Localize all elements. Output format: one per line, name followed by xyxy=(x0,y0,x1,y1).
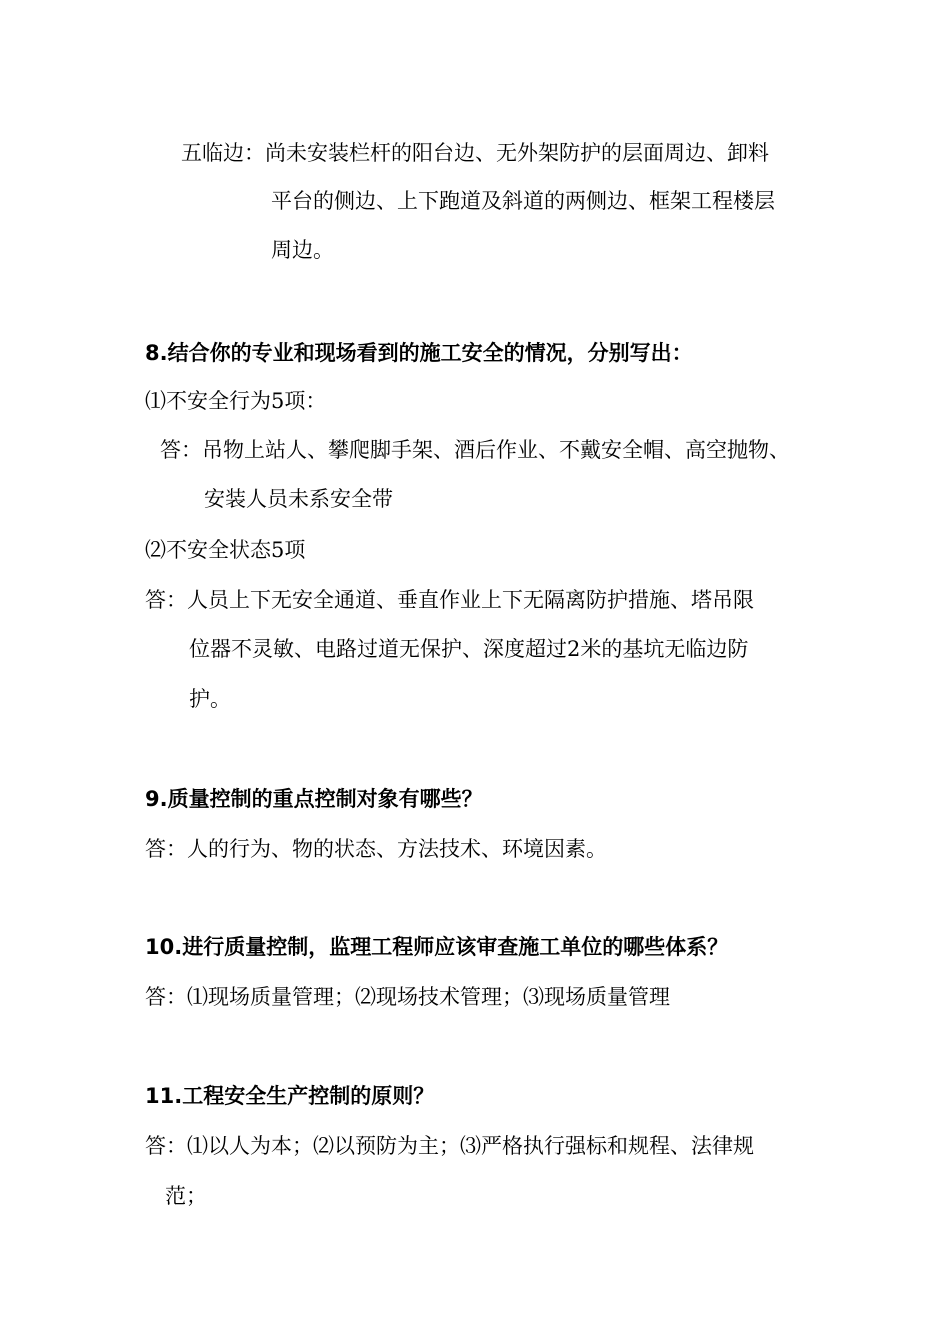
sub-question: ⑵不安全状态5项 xyxy=(145,538,306,562)
question-heading: 11.工程安全生产控制的原则？ xyxy=(145,1084,435,1108)
paragraph-line: 平台的侧边、上下跑道及斜道的两侧边、框架工程楼层 xyxy=(271,189,775,213)
answer-line: 护。 xyxy=(189,687,231,711)
question-heading: 8.结合你的专业和现场看到的施工安全的情况，分别写出： xyxy=(145,341,693,365)
answer-line: 答：⑴现场质量管理；⑵现场技术管理；⑶现场质量管理 xyxy=(145,985,670,1009)
answer-line: 答：人的行为、物的状态、方法技术、环境因素。 xyxy=(145,837,607,861)
answer-line: 答：吊物上站人、攀爬脚手架、酒后作业、不戴安全帽、高空抛物、 xyxy=(160,438,790,462)
question-heading: 9.质量控制的重点控制对象有哪些？ xyxy=(145,787,483,811)
answer-line: 答：人员上下无安全通道、垂直作业上下无隔离防护措施、塔吊限 xyxy=(145,588,754,612)
answer-line: 答：⑴以人为本；⑵以预防为主；⑶严格执行强标和规程、法律规 xyxy=(145,1134,754,1158)
paragraph-line: 周边。 xyxy=(271,238,334,262)
answer-line: 位器不灵敏、电路过道无保护、深度超过2米的基坑无临边防 xyxy=(189,637,749,661)
sub-question: ⑴不安全行为5项： xyxy=(145,389,327,413)
answer-line: 范； xyxy=(165,1184,207,1208)
question-heading: 10.进行质量控制，监理工程师应该审查施工单位的哪些体系？ xyxy=(145,935,729,959)
paragraph-line: 五临边：尚未安装栏杆的阳台边、无外架防护的层面周边、卸料 xyxy=(181,141,769,165)
answer-line: 安装人员未系安全带 xyxy=(204,487,393,511)
